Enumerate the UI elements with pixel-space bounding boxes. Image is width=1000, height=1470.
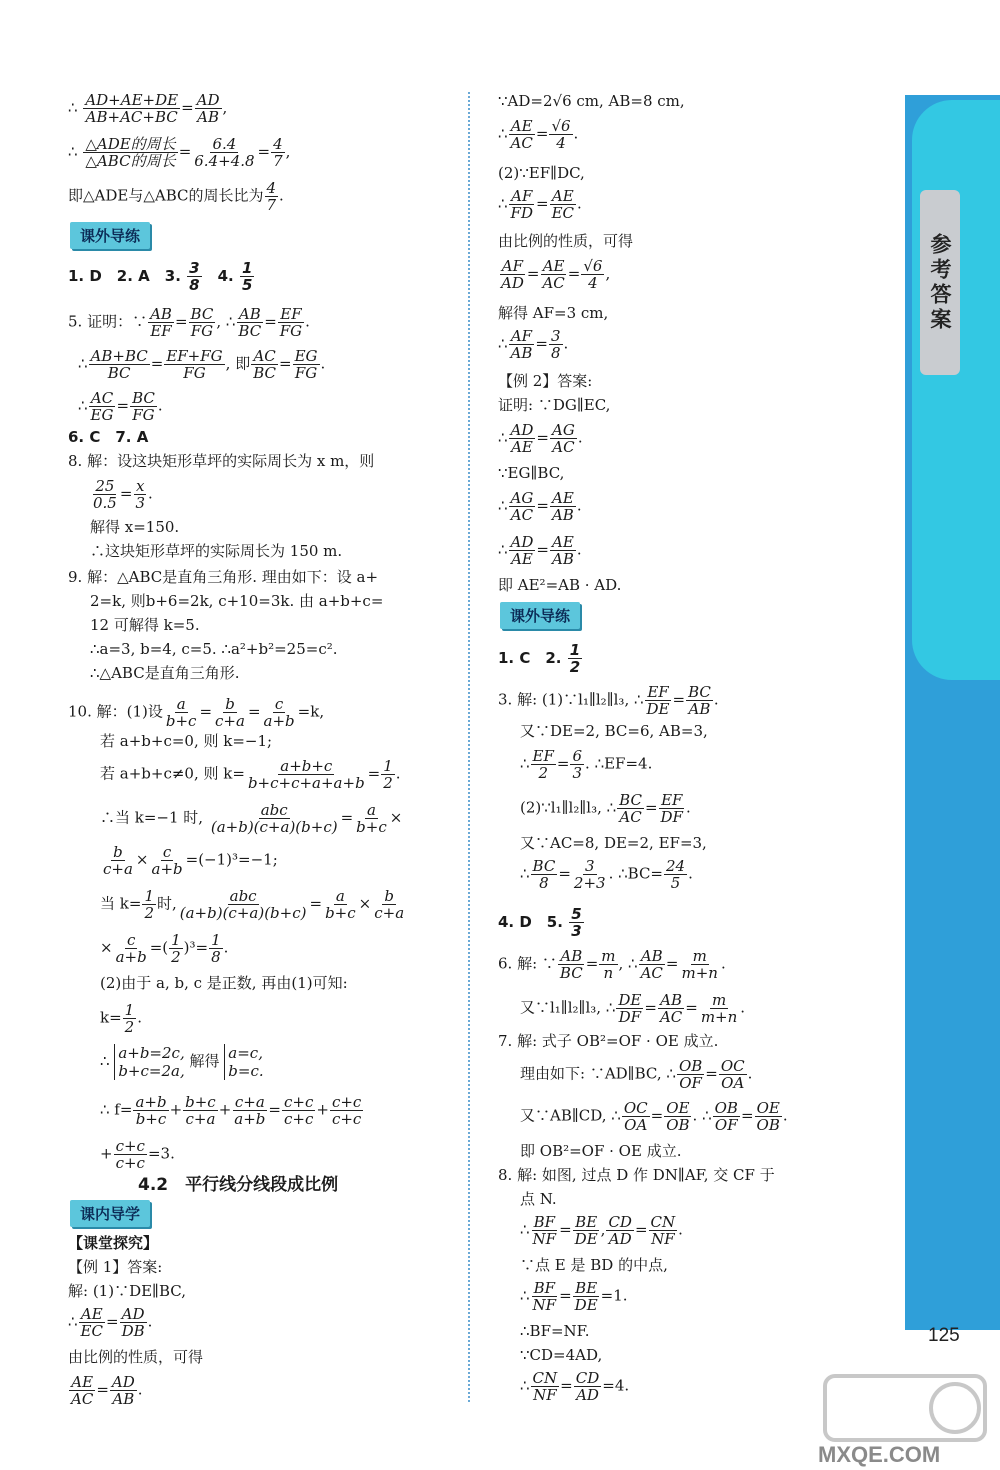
answer-line: ∴ $\frac{AD}{AE}$ = $\frac{AG}{AC}$ . (498, 421, 583, 456)
section-title: 4.2 平行线分线段成比例 (138, 1175, 339, 1195)
answer-line: 由比例的性质，可得 (68, 1348, 204, 1366)
answer-line: 即△ADE与△ABC的周长比为 $\frac{4}{7}$ . (68, 179, 284, 214)
answer-line: 12 可解得 k=5. (90, 616, 200, 634)
watermark-text: MXQE.COM (818, 1442, 941, 1467)
column-divider (468, 92, 470, 1402)
banner-kewai-daolian: 课外导练 (70, 222, 150, 249)
answer-line: 若 a+b+c≠0, 则 k= $\frac{a+b+c}{b+c+c+a+a+b}$ = $\frac{1}{2}$ . (100, 757, 401, 792)
answer-line: $\frac{b}{c+a}$ × $\frac{c}{a+b}$ =(−1)³=−1; (103, 843, 278, 878)
banner-kenei-daoxue: 课内导学 (70, 1200, 150, 1227)
answer-line: ∴ $\frac{AG}{AC}$ = $\frac{AE}{AB}$ . (498, 489, 582, 524)
answer-line: 7. 解: 式子 OB²=OF · OE 成立. (498, 1032, 719, 1050)
answer-line: 【例 1】答案: (68, 1258, 163, 1276)
answer-line: 解得 x=150. (90, 518, 180, 536)
answer-line: ∴当 k=−1 时, $\frac{\text{abc}}{(a+b)(c+a)(b+c)}$ = $\frac{a}{b+c}$ × (100, 801, 403, 836)
answer-line: 6. C 7. A (68, 428, 149, 446)
answer-line: ∴ $\frac{AE}{EC}$ = $\frac{AD}{DB}$ . (68, 1305, 153, 1340)
answer-line: ∵点 E 是 BD 的中点, (520, 1256, 668, 1274)
sidebar-top-blank (905, 0, 1000, 95)
answer-line: 即 AE²=AB · AD. (498, 576, 622, 594)
answer-line: $\frac{25}{0.5}$ = $\frac{x}{3}$ . (93, 477, 153, 512)
heading-ketang-tanjiu: 【课堂探究】 (68, 1234, 159, 1252)
answer-line: ∴ $\frac{AB+BC}{BC}$ = $\frac{EF+FG}{FG}$ , 即 $\frac{AC}{BC}$ = $\frac{EG}{FG}$ . (78, 347, 326, 382)
answer-line: 9. 解：△ABC是直角三角形. 理由如下：设 a+ (68, 568, 379, 586)
answer-line: 由比例的性质，可得 (498, 232, 634, 250)
answer-line: 理由如下: ∵AD∥BC, ∴ $\frac{OB}{OF}$ = $\frac{OC}{OA}$ . (520, 1057, 753, 1092)
answer-line: 解得 AF=3 cm, (498, 304, 609, 322)
answer-line: ∵AD=2√6 cm, AB=8 cm, (498, 92, 685, 110)
sidebar-label: 参考答案 (920, 190, 960, 375)
answer-line: ∴ $\frac{AD+AE+DE}{AB+AC+BC}$ = $\frac{AD}{AB}$ , (68, 91, 228, 126)
answer-line: ∴△ABC是直角三角形. (90, 664, 240, 682)
answer-line: 解: (1)∵DE∥BC, (68, 1282, 186, 1300)
page-number: 125 (928, 1325, 960, 1346)
answer-line: 又∵AB∥CD, ∴ $\frac{OC}{OA}$ = $\frac{OE}{OB}$ . ∴ $\frac{OB}{OF}$ = $\frac{OE}{OB}$ . (520, 1099, 788, 1134)
answer-line: ∴这块矩形草坪的实际周长为 150 m. (90, 542, 343, 560)
answer-line: 即 OB²=OF · OE 成立. (520, 1142, 682, 1160)
sidebar-tab (912, 100, 1000, 680)
answer-line: ∴ $\frac{AE}{AC}$ = $\frac{√6}{4}$ . (498, 117, 579, 152)
answer-line: 2=k, 则b+6=2k, c+10=3k. 由 a+b+c= (90, 592, 384, 610)
answer-line: 3. 解: (1)∵l₁∥l₂∥l₃, ∴ $\frac{EF}{DE}$ = $\frac{BC}{AB}$ . (498, 683, 719, 718)
answer-line: (2)由于 a, b, c 是正数, 再由(1)可知: (100, 974, 348, 992)
answer-line: ∴ $\frac{\text{△ADE的周长}}{\text{△ABC的周长}}$ = $\frac{6.4}{6.4+4.8}$ = $\frac{4}{7}$ , (68, 135, 291, 170)
answer-line: (2)∵l₁∥l₂∥l₃, ∴ $\frac{BC}{AC}$ = $\frac{EF}{DF}$ . (520, 791, 691, 826)
answer-line: 1. C 2. $\frac{1}{2}$ (498, 641, 581, 676)
answer-line: ∴ $\frac{AC}{EG}$ = $\frac{BC}{FG}$ . (78, 389, 163, 424)
answer-line: ∵EG∥BC, (498, 464, 565, 482)
answer-line: ∴ $\frac{AF}{AB}$ = $\frac{3}{8}$ . (498, 327, 569, 362)
answer-line: ∴ $\frac{CN}{NF}$ = $\frac{CD}{AD}$ =4. (520, 1369, 630, 1404)
answer-line: 若 a+b+c=0, 则 k=−1; (100, 732, 273, 750)
answer-line: 1. D 2. A 3. $\frac{3}{8}$ 4. $\frac{1}{5}$ (68, 259, 253, 294)
answer-line: ∴ a+b=2c, b+c=2a, 解得 a=c, b=c. (100, 1044, 264, 1080)
banner-kewai-daolian-2: 课外导练 (500, 602, 580, 629)
answer-line: 【例 2】答案: (498, 372, 593, 390)
answer-line: (2)∵EF∥DC, (498, 164, 585, 182)
answer-line: ∴ $\frac{AD}{AE}$ = $\frac{AE}{AB}$ . (498, 533, 582, 568)
answer-line: 又∵DE=2, BC=6, AB=3, (520, 722, 708, 740)
answer-line: 4. D 5. $\frac{5}{3}$ (498, 905, 582, 940)
answer-line: 当 k= $\frac{1}{2}$ 时, $\frac{\text{abc}}{(a+b)(c+a)(b+c)}$ = $\frac{a}{b+c}$ × $\frac{b}{c+a}$ (100, 887, 405, 922)
answer-line: 5. 证明：∵ $\frac{AB}{EF}$ = $\frac{BC}{FG}$ , ∴ $\frac{AB}{BC}$ = $\frac{EF}{FG}$ . (68, 305, 310, 340)
answer-line: $\frac{AE}{AC}$ = $\frac{AD}{AB}$ . (71, 1373, 143, 1408)
answer-line: × $\frac{c}{a+b}$ =( $\frac{1}{2}$ )³= $\frac{1}{8}$ . (100, 931, 229, 966)
answer-line: 8. 解：设这块矩形草坪的实际周长为 x m，则 (68, 452, 375, 470)
answer-line: ∵CD=4AD, (520, 1346, 603, 1364)
answer-line: 又∵l₁∥l₂∥l₃, ∴ $\frac{DE}{DF}$ = $\frac{AB}{AC}$ = $\frac{m}{m+n}$ . (520, 991, 746, 1026)
answer-line: 10. 解：(1)设 $\frac{a}{b+c}$ = $\frac{b}{c+a}$ = $\frac{c}{a+b}$ =k, (68, 695, 325, 730)
answer-line: 6. 解: ∵ $\frac{AB}{BC}$ = $\frac{m}{n}$ , ∴ $\frac{AB}{AC}$ = $\frac{m}{m+n}$ . (498, 947, 726, 982)
answer-line: ∴ $\frac{BC}{8}$ = $\frac{3}{2+3}$ . ∴BC= $\frac{24}{5}$ . (520, 857, 693, 892)
answer-line: 8. 解: 如图, 过点 D 作 DN∥AF, 交 CF 于 (498, 1166, 775, 1184)
answer-line: ∴ f= $\frac{a+b}{b+c}$ + $\frac{b+c}{c+a}$ + $\frac{c+a}{a+b}$ = $\frac{c+c}{c+c}$ + $\frac{c+c}{c+c}$ (100, 1093, 362, 1128)
answer-line: ∴a=3, b=4, c=5. ∴a²+b²=25=c². (90, 640, 338, 658)
answer-line: ∴BF=NF. (520, 1322, 590, 1340)
answer-line: 点 N. (520, 1190, 557, 1208)
answer-line: k= $\frac{1}{2}$ . (100, 1001, 142, 1036)
answer-line: 证明: ∵DG∥EC, (498, 396, 611, 414)
answer-line: ∴ $\frac{BF}{NF}$ = $\frac{BE}{DE}$ =1. (520, 1279, 628, 1314)
answer-line: ∴ $\frac{EF}{2}$ = $\frac{6}{3}$ . ∴EF=4. (520, 747, 653, 782)
answer-line: ∴ $\frac{AF}{FD}$ = $\frac{AE}{EC}$ . (498, 187, 582, 222)
answer-line: ∴ $\frac{BF}{NF}$ = $\frac{BE}{DE}$ , $\frac{CD}{AD}$ = $\frac{CN}{NF}$ . (520, 1213, 683, 1248)
answer-line: + $\frac{c+c}{c+c}$ =3. (100, 1137, 175, 1172)
answer-line: $\frac{AF}{AD}$ = $\frac{AE}{AC}$ = $\frac{√6}{4}$ , (501, 257, 611, 292)
answer-line: 又∵AC=8, DE=2, EF=3, (520, 834, 707, 852)
